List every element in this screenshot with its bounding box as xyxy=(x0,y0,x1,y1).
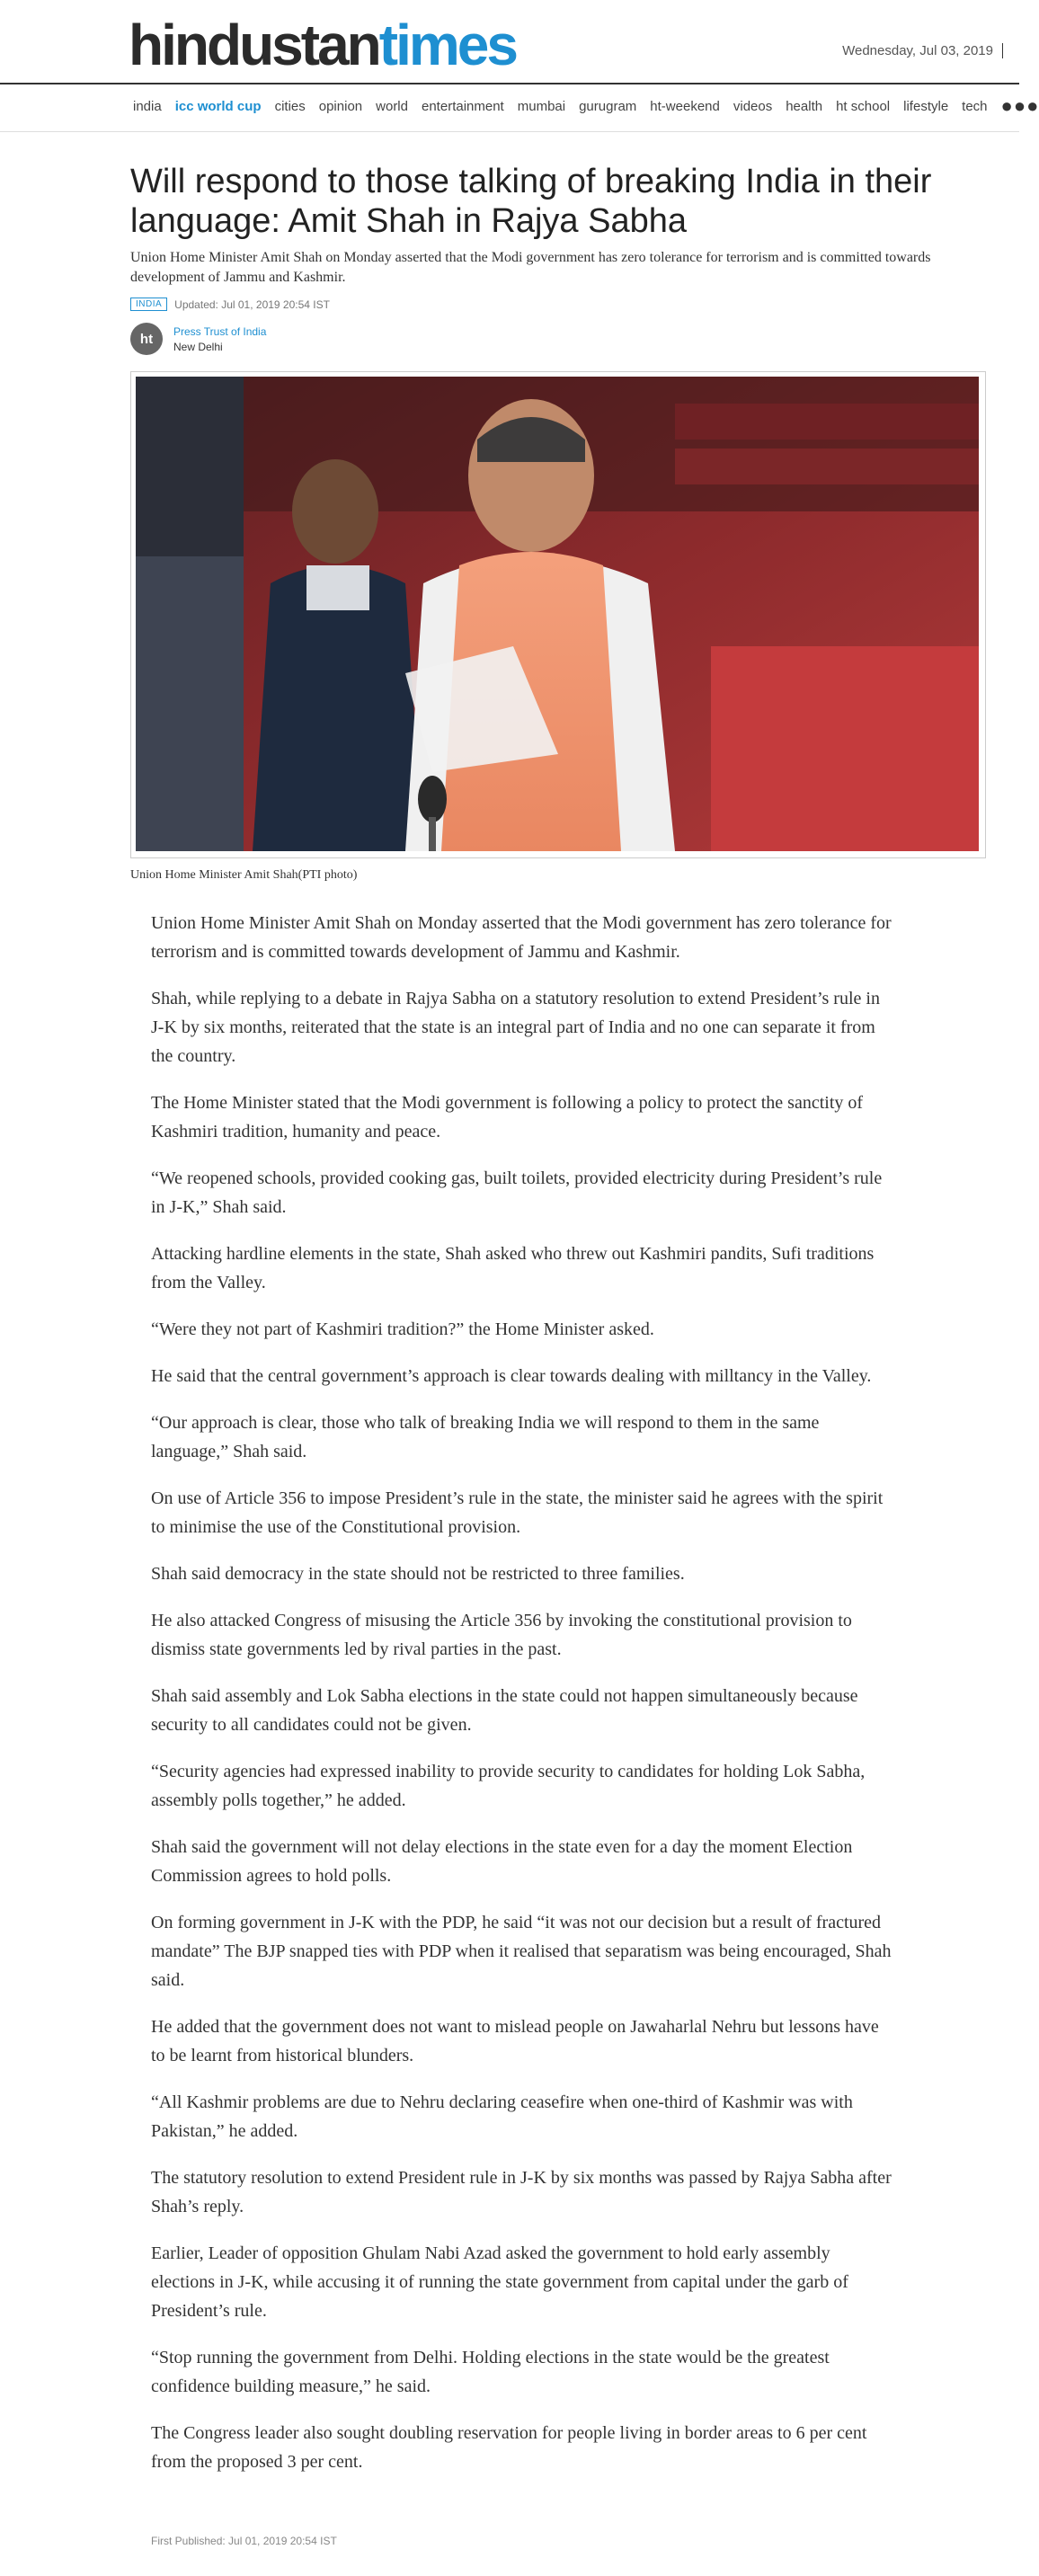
article-paragraph: The Congress leader also sought doubling reservation for people living in border areas to 6 per cent from the proposed 3 per cent. xyxy=(151,2423,867,2472)
article-paragraph: “Security agencies had expressed inability to provide security to candidates for holding Lok Sabha, assembly polls together,” he added. xyxy=(151,1762,866,1810)
article-paragraph: Union Home Minister Amit Shah on Monday asserted that the Modi government has zero tolerance for terrorism and is committed towards development of Jammu and Kashmir. xyxy=(151,913,892,962)
byline-text xyxy=(173,325,266,353)
author-avatar: ht xyxy=(130,323,163,355)
site-header xyxy=(0,0,1019,84)
author-link[interactable]: Press Trust of India xyxy=(173,324,267,338)
nav-item-ht-weekend[interactable]: ht-weekend xyxy=(650,99,720,114)
article-paragraph: Earlier, Leader of opposition Ghulam Nabi Azad asked the government to hold early assembly elections in J-K, while accusing it of running the state government from capital under the garb of President’s rule. xyxy=(151,2243,848,2321)
article-paragraph: “All Kashmir problems are due to Nehru declaring ceasefire when one-third of Kashmir was with Pakistan,” he added. xyxy=(151,2092,853,2141)
article-body xyxy=(151,909,897,2494)
article-paragraph: “Our approach is clear, those who talk of breaking India we will respond to them in the same language,” Shah said. xyxy=(151,1413,820,1461)
article-paragraph: He said that the central government’s approach is clear towards dealing with milltancy in the Valley. xyxy=(151,1366,872,1386)
article-paragraph: Shah, while replying to a debate in Rajya Sabha on a statutory resolution to extend President’s rule in J-K by six months, reiterated that the state is an integral part of India and no one can separate it from the country. xyxy=(151,989,880,1066)
article-paragraph: Shah said the government will not delay elections in the state even for a day the moment Election Commission agrees to hold polls. xyxy=(151,1837,853,1886)
dateline-location: New Delhi xyxy=(173,340,223,353)
updated-timestamp: Updated: Jul 01, 2019 20:54 IST xyxy=(174,298,330,311)
article-paragraph: He added that the government does not want to mislead people on Jawaharlal Nehru but lessons have to be learnt from historical blunders. xyxy=(151,2017,879,2065)
article-paragraph: Attacking hardline elements in the state, Shah asked who threw out Kashmiri pandits, Sufi traditions from the Valley. xyxy=(151,1244,875,1292)
nav-item-cities[interactable]: cities xyxy=(274,99,306,114)
nav-item-india[interactable]: india xyxy=(133,99,162,114)
logo-text-times: times xyxy=(378,13,516,77)
logo-text-hindustan: hindustan xyxy=(129,13,379,77)
article-paragraph: “Were they not part of Kashmiri tradition?” the Home Minister asked. xyxy=(151,1319,654,1339)
more-dots-icon[interactable]: ●●● xyxy=(1000,94,1039,117)
nav-item-icc-world-cup[interactable]: icc world cup xyxy=(174,99,262,114)
article-headline: Will respond to those talking of breaking India in their language: Amit Shah in Rajya Sabha xyxy=(130,163,932,240)
main-nav xyxy=(0,84,1039,132)
byline xyxy=(130,323,266,355)
photo-caption: Union Home Minister Amit Shah(PTI photo) xyxy=(130,868,358,882)
article-paragraph: He also attacked Congress of misusing the Article 356 by invoking the constitutional provision to dismiss state governments led by rival parties in the past. xyxy=(151,1611,852,1659)
nav-item-gurugram[interactable]: gurugram xyxy=(579,99,637,114)
nav-item-ht-school[interactable]: ht school xyxy=(836,99,891,114)
photo-illustration xyxy=(136,377,979,851)
article-paragraph: Shah said assembly and Lok Sabha elections in the state could not happen simultaneously because security to all candidates could not be given. xyxy=(151,1686,858,1735)
nav-item-entertainment[interactable]: entertainment xyxy=(422,99,504,114)
article-paragraph: The statutory resolution to extend President rule in J-K by six months was passed by Rajya Sabha after Shah’s reply. xyxy=(151,2168,892,2216)
nav-list xyxy=(133,94,1039,117)
article-paragraph: The Home Minister stated that the Modi government is following a policy to protect the sanctity of Kashmiri tradition, humanity and peace. xyxy=(151,1093,864,1141)
article-summary: Union Home Minister Amit Shah on Monday asserted that the Modi government has zero tolerance for terrorism and is committed towards development of Jammu and Kashmir. xyxy=(130,250,931,285)
nav-item-tech[interactable]: tech xyxy=(962,99,988,114)
nav-item-lifestyle[interactable]: lifestyle xyxy=(903,99,949,114)
section-tag[interactable]: INDIA xyxy=(130,298,167,311)
article-meta xyxy=(130,298,330,311)
nav-item-videos[interactable]: videos xyxy=(733,99,773,114)
nav-item-world[interactable]: world xyxy=(376,99,408,114)
article-paragraph: On forming government in J-K with the PDP, he said “it was not our decision but a result of fractured mandate” The BJP snapped ties with PDP when it realised that separatism was being encouraged, Shah said. xyxy=(151,1913,892,1990)
article-paragraph: “Stop running the government from Delhi. Holding elections in the state would be the greatest confidence building measure,” he said. xyxy=(151,2348,830,2396)
article-paragraph: Shah said democracy in the state should not be restricted to three families. xyxy=(151,1564,685,1584)
current-date: Wednesday, Jul 03, 2019 xyxy=(842,43,1003,58)
article-photo xyxy=(130,371,986,858)
nav-item-mumbai[interactable]: mumbai xyxy=(517,99,566,114)
first-published: First Published: Jul 01, 2019 20:54 IST xyxy=(151,2535,337,2547)
nav-item-opinion[interactable]: opinion xyxy=(318,99,363,114)
nav-item-health[interactable]: health xyxy=(786,99,823,114)
hindustan-times-logo[interactable] xyxy=(129,13,516,77)
article-paragraph: On use of Article 356 to impose President’s rule in the state, the minister said he agrees with the spirit to minimise the use of the Constitutional provision. xyxy=(151,1488,884,1537)
article-paragraph: “We reopened schools, provided cooking gas, built toilets, provided electricity during President’s rule in J-K,” Shah said. xyxy=(151,1168,883,1217)
